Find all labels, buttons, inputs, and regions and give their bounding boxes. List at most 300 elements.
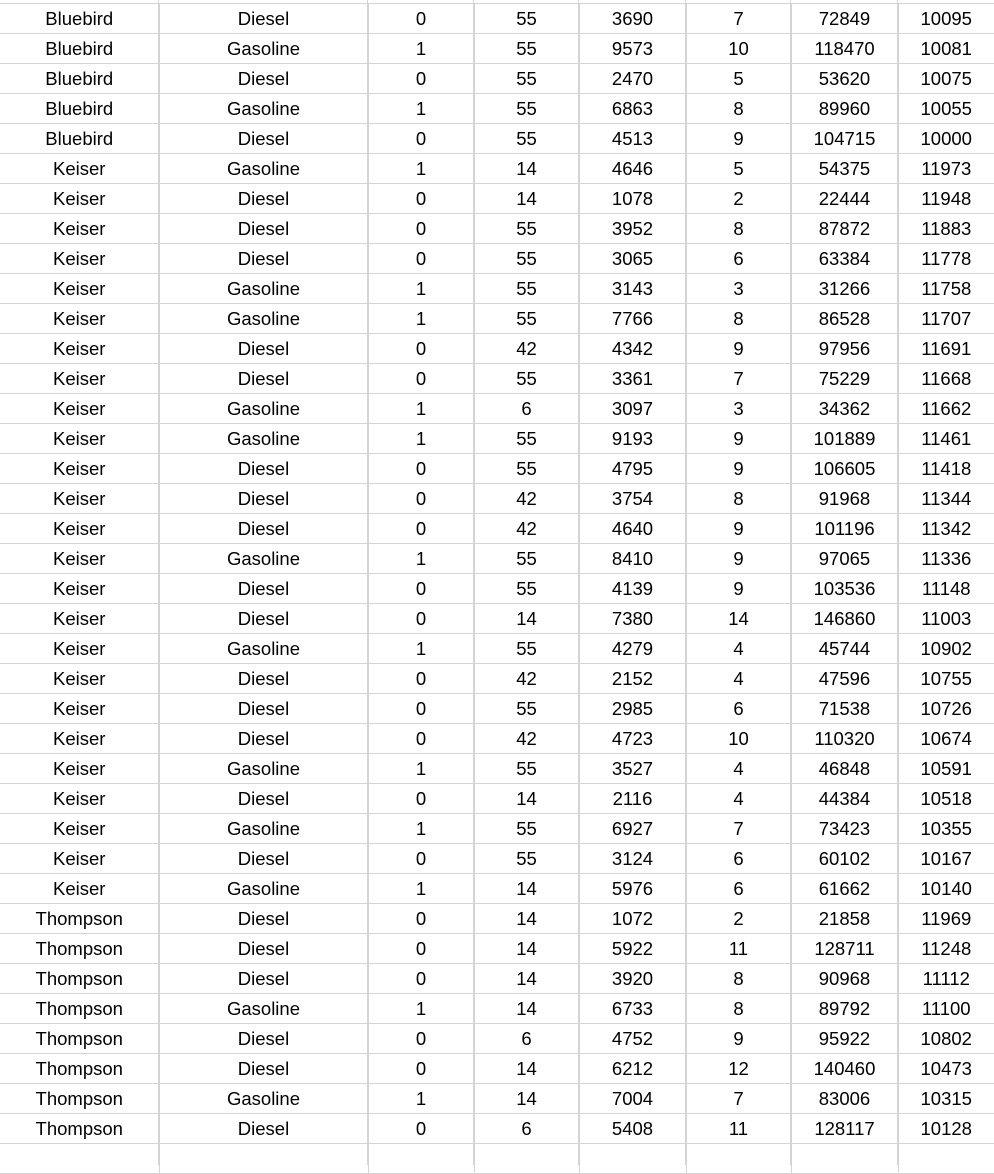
cell-value-b[interactable]: 14 <box>686 604 791 634</box>
cell-capacity[interactable]: 55 <box>474 274 579 304</box>
cell-value-b[interactable]: 2 <box>686 904 791 934</box>
cell-value-a[interactable]: 4795 <box>579 454 686 484</box>
cell-capacity[interactable]: 14 <box>474 784 579 814</box>
cell-value-d[interactable]: 11883 <box>898 214 994 244</box>
cell-value-d[interactable]: 11112 <box>898 964 994 994</box>
cell-manufacturer[interactable]: Keiser <box>0 454 159 484</box>
cell-fuel-flag[interactable]: 0 <box>368 1054 474 1084</box>
cell-fuel-flag[interactable]: 1 <box>368 274 474 304</box>
cell-fuel-flag[interactable]: 1 <box>368 754 474 784</box>
cell-value-b[interactable]: 7 <box>686 814 791 844</box>
cell-value-d[interactable]: 10902 <box>898 634 994 664</box>
cell-value-c[interactable]: 128711 <box>791 934 898 964</box>
cell-value-c[interactable]: 110320 <box>791 724 898 754</box>
cell-manufacturer[interactable]: Thompson <box>0 1024 159 1054</box>
cell-capacity[interactable]: 14 <box>474 1054 579 1084</box>
cell-manufacturer[interactable]: Keiser <box>0 694 159 724</box>
cell-manufacturer[interactable]: Keiser <box>0 814 159 844</box>
cell-fuel-flag[interactable]: 0 <box>368 454 474 484</box>
cell-value-c[interactable]: 46848 <box>791 754 898 784</box>
cell-capacity[interactable]: 42 <box>474 334 579 364</box>
cell-value-d[interactable]: 11248 <box>898 934 994 964</box>
cell-capacity[interactable]: 14 <box>474 934 579 964</box>
cell-fuel-flag[interactable]: 0 <box>368 844 474 874</box>
cell-value-c[interactable]: 101889 <box>791 424 898 454</box>
cell-fuel-type[interactable]: Diesel <box>159 694 368 724</box>
cell-capacity[interactable]: 14 <box>474 964 579 994</box>
cell-value-a[interactable]: 5976 <box>579 874 686 904</box>
cell-fuel-type[interactable]: Diesel <box>159 214 368 244</box>
cell-value-b[interactable]: 10 <box>686 724 791 754</box>
cell-fuel-type[interactable]: Gasoline <box>159 1084 368 1114</box>
cell-fuel-type[interactable]: Gasoline <box>159 544 368 574</box>
cell-fuel-type[interactable]: Gasoline <box>159 154 368 184</box>
cell-value-b[interactable] <box>686 1144 791 1174</box>
cell-manufacturer[interactable]: Thompson <box>0 1114 159 1144</box>
cell-value-d[interactable]: 11758 <box>898 274 994 304</box>
cell-fuel-flag[interactable]: 0 <box>368 484 474 514</box>
cell-fuel-type[interactable]: Gasoline <box>159 754 368 784</box>
cell-fuel-flag[interactable]: 1 <box>368 634 474 664</box>
cell-value-c[interactable]: 106605 <box>791 454 898 484</box>
cell-fuel-type[interactable]: Gasoline <box>159 994 368 1024</box>
cell-value-c[interactable]: 61662 <box>791 874 898 904</box>
cell-manufacturer[interactable]: Thompson <box>0 1084 159 1114</box>
cell-manufacturer[interactable]: Keiser <box>0 634 159 664</box>
cell-manufacturer[interactable]: Keiser <box>0 184 159 214</box>
cell-value-d[interactable]: 10075 <box>898 64 994 94</box>
cell-value-b[interactable]: 6 <box>686 844 791 874</box>
cell-value-d[interactable]: 10674 <box>898 724 994 754</box>
cell-capacity[interactable]: 6 <box>474 394 579 424</box>
cell-value-b[interactable]: 8 <box>686 994 791 1024</box>
cell-fuel-type[interactable]: Diesel <box>159 904 368 934</box>
cell-value-b[interactable]: 8 <box>686 304 791 334</box>
cell-manufacturer[interactable] <box>0 1144 159 1174</box>
cell-value-b[interactable]: 9 <box>686 334 791 364</box>
cell-fuel-type[interactable]: Diesel <box>159 724 368 754</box>
cell-manufacturer[interactable]: Keiser <box>0 544 159 574</box>
cell-capacity[interactable]: 14 <box>474 994 579 1024</box>
cell-fuel-flag[interactable]: 0 <box>368 1024 474 1054</box>
cell-fuel-flag[interactable]: 0 <box>368 574 474 604</box>
cell-value-a[interactable]: 3143 <box>579 274 686 304</box>
cell-value-a[interactable]: 3361 <box>579 364 686 394</box>
cell-capacity[interactable]: 55 <box>474 214 579 244</box>
cell-capacity[interactable]: 55 <box>474 424 579 454</box>
cell-fuel-type[interactable]: Diesel <box>159 484 368 514</box>
cell-capacity[interactable]: 42 <box>474 664 579 694</box>
cell-value-b[interactable]: 9 <box>686 424 791 454</box>
cell-capacity[interactable]: 55 <box>474 574 579 604</box>
cell-value-a[interactable]: 3690 <box>579 4 686 34</box>
cell-capacity[interactable]: 55 <box>474 844 579 874</box>
cell-value-d[interactable]: 11662 <box>898 394 994 424</box>
cell-capacity[interactable]: 14 <box>474 1084 579 1114</box>
cell-manufacturer[interactable]: Keiser <box>0 214 159 244</box>
cell-value-a[interactable]: 4723 <box>579 724 686 754</box>
cell-value-d[interactable]: 10518 <box>898 784 994 814</box>
cell-value-c[interactable]: 89960 <box>791 94 898 124</box>
cell-manufacturer[interactable]: Keiser <box>0 574 159 604</box>
cell-manufacturer[interactable]: Thompson <box>0 904 159 934</box>
cell-value-a[interactable]: 3124 <box>579 844 686 874</box>
cell-value-a[interactable]: 3065 <box>579 244 686 274</box>
cell-value-d[interactable]: 10315 <box>898 1084 994 1114</box>
cell-value-c[interactable] <box>791 1144 898 1174</box>
cell-fuel-flag[interactable]: 0 <box>368 934 474 964</box>
cell-fuel-type[interactable]: Diesel <box>159 784 368 814</box>
cell-fuel-type[interactable]: Gasoline <box>159 424 368 454</box>
cell-value-d[interactable]: 10000 <box>898 124 994 154</box>
cell-manufacturer[interactable]: Keiser <box>0 154 159 184</box>
cell-value-c[interactable]: 89792 <box>791 994 898 1024</box>
cell-value-a[interactable]: 9573 <box>579 34 686 64</box>
cell-value-d[interactable]: 11691 <box>898 334 994 364</box>
cell-manufacturer[interactable]: Keiser <box>0 754 159 784</box>
cell-value-a[interactable]: 3097 <box>579 394 686 424</box>
cell-manufacturer[interactable]: Thompson <box>0 1054 159 1084</box>
cell-value-a[interactable]: 2470 <box>579 64 686 94</box>
cell-capacity[interactable] <box>474 1144 579 1174</box>
cell-fuel-type[interactable]: Diesel <box>159 334 368 364</box>
cell-manufacturer[interactable]: Thompson <box>0 934 159 964</box>
cell-value-b[interactable]: 7 <box>686 364 791 394</box>
cell-value-c[interactable]: 53620 <box>791 64 898 94</box>
cell-value-d[interactable]: 11148 <box>898 574 994 604</box>
cell-fuel-type[interactable]: Diesel <box>159 664 368 694</box>
cell-value-b[interactable]: 4 <box>686 784 791 814</box>
cell-manufacturer[interactable]: Keiser <box>0 724 159 754</box>
cell-value-d[interactable]: 11336 <box>898 544 994 574</box>
cell-value-b[interactable]: 11 <box>686 1114 791 1144</box>
cell-value-c[interactable]: 87872 <box>791 214 898 244</box>
cell-manufacturer[interactable]: Keiser <box>0 514 159 544</box>
cell-value-c[interactable]: 73423 <box>791 814 898 844</box>
cell-value-b[interactable]: 3 <box>686 274 791 304</box>
cell-fuel-flag[interactable]: 0 <box>368 904 474 934</box>
cell-value-c[interactable]: 146860 <box>791 604 898 634</box>
cell-fuel-flag[interactable] <box>368 1144 474 1174</box>
cell-capacity[interactable]: 55 <box>474 544 579 574</box>
cell-manufacturer[interactable]: Bluebird <box>0 94 159 124</box>
cell-capacity[interactable]: 6 <box>474 1114 579 1144</box>
cell-value-a[interactable]: 2152 <box>579 664 686 694</box>
cell-fuel-flag[interactable]: 0 <box>368 964 474 994</box>
cell-capacity[interactable]: 55 <box>474 454 579 484</box>
cell-value-c[interactable]: 34362 <box>791 394 898 424</box>
cell-fuel-flag[interactable]: 1 <box>368 154 474 184</box>
cell-manufacturer[interactable]: Keiser <box>0 304 159 334</box>
cell-value-c[interactable]: 22444 <box>791 184 898 214</box>
cell-value-b[interactable]: 9 <box>686 1024 791 1054</box>
cell-manufacturer[interactable]: Keiser <box>0 664 159 694</box>
cell-fuel-flag[interactable]: 0 <box>368 694 474 724</box>
cell-value-b[interactable]: 7 <box>686 4 791 34</box>
cell-fuel-flag[interactable]: 0 <box>368 784 474 814</box>
cell-value-d[interactable]: 10128 <box>898 1114 994 1144</box>
cell-fuel-type[interactable]: Gasoline <box>159 874 368 904</box>
cell-value-a[interactable]: 6927 <box>579 814 686 844</box>
cell-value-d[interactable]: 10726 <box>898 694 994 724</box>
cell-value-d[interactable]: 11461 <box>898 424 994 454</box>
cell-value-c[interactable]: 140460 <box>791 1054 898 1084</box>
cell-manufacturer[interactable]: Thompson <box>0 994 159 1024</box>
cell-capacity[interactable]: 55 <box>474 64 579 94</box>
cell-manufacturer[interactable]: Bluebird <box>0 64 159 94</box>
cell-fuel-type[interactable]: Gasoline <box>159 814 368 844</box>
cell-value-b[interactable]: 6 <box>686 694 791 724</box>
cell-fuel-type[interactable]: Diesel <box>159 1024 368 1054</box>
cell-value-a[interactable]: 3952 <box>579 214 686 244</box>
cell-value-c[interactable]: 71538 <box>791 694 898 724</box>
cell-value-b[interactable]: 11 <box>686 934 791 964</box>
cell-value-b[interactable]: 7 <box>686 1084 791 1114</box>
cell-fuel-type[interactable]: Gasoline <box>159 94 368 124</box>
cell-value-c[interactable]: 60102 <box>791 844 898 874</box>
cell-fuel-flag[interactable]: 0 <box>368 4 474 34</box>
cell-fuel-type[interactable]: Gasoline <box>159 304 368 334</box>
cell-fuel-flag[interactable]: 1 <box>368 34 474 64</box>
cell-value-a[interactable]: 3920 <box>579 964 686 994</box>
cell-manufacturer[interactable]: Keiser <box>0 424 159 454</box>
cell-manufacturer[interactable]: Keiser <box>0 784 159 814</box>
cell-fuel-type[interactable]: Diesel <box>159 364 368 394</box>
cell-manufacturer[interactable]: Keiser <box>0 364 159 394</box>
cell-value-a[interactable]: 4342 <box>579 334 686 364</box>
cell-value-a[interactable]: 1072 <box>579 904 686 934</box>
cell-value-a[interactable]: 4139 <box>579 574 686 604</box>
cell-fuel-flag[interactable]: 0 <box>368 364 474 394</box>
cell-capacity[interactable]: 55 <box>474 364 579 394</box>
cell-capacity[interactable]: 55 <box>474 814 579 844</box>
cell-fuel-type[interactable]: Diesel <box>159 934 368 964</box>
cell-value-a[interactable]: 8410 <box>579 544 686 574</box>
cell-value-a[interactable]: 4640 <box>579 514 686 544</box>
cell-value-c[interactable]: 44384 <box>791 784 898 814</box>
cell-value-d[interactable] <box>898 1144 994 1174</box>
cell-value-a[interactable]: 4513 <box>579 124 686 154</box>
cell-value-c[interactable]: 86528 <box>791 304 898 334</box>
cell-fuel-type[interactable]: Diesel <box>159 604 368 634</box>
cell-value-a[interactable]: 2985 <box>579 694 686 724</box>
cell-fuel-type[interactable]: Gasoline <box>159 274 368 304</box>
cell-value-b[interactable]: 10 <box>686 34 791 64</box>
cell-value-a[interactable]: 3754 <box>579 484 686 514</box>
cell-value-c[interactable]: 54375 <box>791 154 898 184</box>
cell-value-c[interactable]: 21858 <box>791 904 898 934</box>
cell-fuel-flag[interactable]: 1 <box>368 814 474 844</box>
cell-value-c[interactable]: 45744 <box>791 634 898 664</box>
cell-capacity[interactable]: 55 <box>474 304 579 334</box>
cell-fuel-flag[interactable]: 0 <box>368 664 474 694</box>
cell-manufacturer[interactable]: Keiser <box>0 844 159 874</box>
cell-capacity[interactable]: 14 <box>474 874 579 904</box>
cell-value-c[interactable]: 90968 <box>791 964 898 994</box>
cell-capacity[interactable]: 55 <box>474 94 579 124</box>
cell-value-c[interactable]: 72849 <box>791 4 898 34</box>
cell-capacity[interactable]: 14 <box>474 604 579 634</box>
cell-fuel-type[interactable]: Diesel <box>159 964 368 994</box>
cell-value-a[interactable]: 6863 <box>579 94 686 124</box>
cell-value-a[interactable]: 1078 <box>579 184 686 214</box>
cell-value-b[interactable]: 5 <box>686 154 791 184</box>
cell-fuel-type[interactable]: Diesel <box>159 4 368 34</box>
cell-value-a[interactable]: 4279 <box>579 634 686 664</box>
cell-value-c[interactable]: 128117 <box>791 1114 898 1144</box>
cell-capacity[interactable]: 55 <box>474 244 579 274</box>
cell-value-c[interactable]: 63384 <box>791 244 898 274</box>
cell-value-d[interactable]: 10095 <box>898 4 994 34</box>
cell-fuel-type[interactable] <box>159 1144 368 1174</box>
cell-value-d[interactable]: 10355 <box>898 814 994 844</box>
cell-value-a[interactable]: 7380 <box>579 604 686 634</box>
cell-capacity[interactable]: 6 <box>474 1024 579 1054</box>
cell-fuel-type[interactable]: Diesel <box>159 244 368 274</box>
cell-fuel-type[interactable]: Gasoline <box>159 634 368 664</box>
cell-value-b[interactable]: 6 <box>686 244 791 274</box>
cell-value-a[interactable]: 6733 <box>579 994 686 1024</box>
cell-value-a[interactable]: 4646 <box>579 154 686 184</box>
cell-fuel-flag[interactable]: 0 <box>368 514 474 544</box>
cell-fuel-type[interactable]: Diesel <box>159 124 368 154</box>
cell-value-d[interactable]: 10802 <box>898 1024 994 1054</box>
cell-value-c[interactable]: 75229 <box>791 364 898 394</box>
cell-fuel-flag[interactable]: 0 <box>368 184 474 214</box>
cell-fuel-type[interactable]: Diesel <box>159 574 368 604</box>
cell-value-c[interactable]: 95922 <box>791 1024 898 1054</box>
cell-value-b[interactable]: 2 <box>686 184 791 214</box>
cell-value-c[interactable]: 83006 <box>791 1084 898 1114</box>
cell-value-d[interactable]: 11344 <box>898 484 994 514</box>
cell-value-c[interactable]: 47596 <box>791 664 898 694</box>
cell-fuel-flag[interactable]: 0 <box>368 214 474 244</box>
cell-value-a[interactable]: 2116 <box>579 784 686 814</box>
cell-manufacturer[interactable]: Bluebird <box>0 124 159 154</box>
cell-manufacturer[interactable]: Keiser <box>0 874 159 904</box>
cell-capacity[interactable]: 55 <box>474 124 579 154</box>
cell-value-d[interactable]: 11342 <box>898 514 994 544</box>
cell-manufacturer[interactable]: Thompson <box>0 964 159 994</box>
cell-value-d[interactable]: 11100 <box>898 994 994 1024</box>
cell-fuel-type[interactable]: Gasoline <box>159 394 368 424</box>
cell-fuel-type[interactable]: Gasoline <box>159 34 368 64</box>
cell-value-d[interactable]: 11948 <box>898 184 994 214</box>
cell-manufacturer[interactable]: Keiser <box>0 334 159 364</box>
cell-value-a[interactable]: 5408 <box>579 1114 686 1144</box>
cell-fuel-flag[interactable]: 1 <box>368 424 474 454</box>
cell-fuel-flag[interactable]: 1 <box>368 394 474 424</box>
cell-fuel-type[interactable]: Diesel <box>159 514 368 544</box>
cell-manufacturer[interactable]: Keiser <box>0 484 159 514</box>
cell-value-b[interactable]: 9 <box>686 514 791 544</box>
cell-capacity[interactable]: 42 <box>474 484 579 514</box>
cell-value-b[interactable]: 5 <box>686 64 791 94</box>
cell-fuel-flag[interactable]: 0 <box>368 724 474 754</box>
cell-fuel-flag[interactable]: 0 <box>368 604 474 634</box>
cell-value-b[interactable]: 8 <box>686 214 791 244</box>
cell-value-d[interactable]: 10140 <box>898 874 994 904</box>
cell-value-b[interactable]: 4 <box>686 634 791 664</box>
cell-capacity[interactable]: 55 <box>474 634 579 664</box>
cell-value-d[interactable]: 10591 <box>898 754 994 784</box>
cell-value-d[interactable]: 11003 <box>898 604 994 634</box>
cell-fuel-type[interactable]: Diesel <box>159 1114 368 1144</box>
cell-value-a[interactable]: 7004 <box>579 1084 686 1114</box>
cell-value-d[interactable]: 10473 <box>898 1054 994 1084</box>
cell-value-c[interactable]: 91968 <box>791 484 898 514</box>
cell-value-a[interactable]: 3527 <box>579 754 686 784</box>
cell-value-d[interactable]: 11668 <box>898 364 994 394</box>
cell-fuel-type[interactable]: Diesel <box>159 184 368 214</box>
cell-manufacturer[interactable]: Keiser <box>0 604 159 634</box>
cell-value-c[interactable]: 31266 <box>791 274 898 304</box>
cell-fuel-flag[interactable]: 0 <box>368 1114 474 1144</box>
cell-value-a[interactable]: 9193 <box>579 424 686 454</box>
cell-fuel-type[interactable]: Diesel <box>159 844 368 874</box>
cell-value-d[interactable]: 10167 <box>898 844 994 874</box>
cell-value-d[interactable]: 11707 <box>898 304 994 334</box>
cell-capacity[interactable]: 55 <box>474 34 579 64</box>
cell-value-a[interactable]: 6212 <box>579 1054 686 1084</box>
cell-value-b[interactable]: 9 <box>686 124 791 154</box>
cell-value-b[interactable]: 8 <box>686 94 791 124</box>
cell-value-b[interactable]: 9 <box>686 454 791 484</box>
cell-value-c[interactable]: 97956 <box>791 334 898 364</box>
cell-value-b[interactable]: 4 <box>686 664 791 694</box>
cell-fuel-flag[interactable]: 1 <box>368 994 474 1024</box>
cell-capacity[interactable]: 14 <box>474 154 579 184</box>
cell-value-b[interactable]: 9 <box>686 544 791 574</box>
cell-value-d[interactable]: 11418 <box>898 454 994 484</box>
cell-manufacturer[interactable]: Keiser <box>0 274 159 304</box>
cell-value-b[interactable]: 6 <box>686 874 791 904</box>
cell-manufacturer[interactable]: Bluebird <box>0 4 159 34</box>
cell-value-d[interactable]: 11969 <box>898 904 994 934</box>
cell-value-c[interactable]: 101196 <box>791 514 898 544</box>
cell-manufacturer[interactable]: Bluebird <box>0 34 159 64</box>
cell-value-d[interactable]: 11973 <box>898 154 994 184</box>
cell-value-d[interactable]: 11778 <box>898 244 994 274</box>
cell-value-b[interactable]: 4 <box>686 754 791 784</box>
cell-fuel-flag[interactable]: 1 <box>368 544 474 574</box>
cell-value-b[interactable]: 3 <box>686 394 791 424</box>
cell-value-a[interactable] <box>579 1144 686 1174</box>
cell-fuel-flag[interactable]: 0 <box>368 64 474 94</box>
cell-capacity[interactable]: 55 <box>474 4 579 34</box>
cell-fuel-flag[interactable]: 1 <box>368 1084 474 1114</box>
cell-capacity[interactable]: 42 <box>474 514 579 544</box>
cell-fuel-type[interactable]: Diesel <box>159 64 368 94</box>
cell-fuel-flag[interactable]: 0 <box>368 334 474 364</box>
cell-value-b[interactable]: 8 <box>686 484 791 514</box>
cell-fuel-flag[interactable]: 1 <box>368 304 474 334</box>
cell-capacity[interactable]: 55 <box>474 694 579 724</box>
cell-value-d[interactable]: 10055 <box>898 94 994 124</box>
cell-fuel-flag[interactable]: 0 <box>368 124 474 154</box>
cell-capacity[interactable]: 14 <box>474 904 579 934</box>
cell-manufacturer[interactable]: Keiser <box>0 394 159 424</box>
cell-fuel-type[interactable]: Diesel <box>159 1054 368 1084</box>
cell-fuel-flag[interactable]: 1 <box>368 874 474 904</box>
cell-value-b[interactable]: 12 <box>686 1054 791 1084</box>
cell-value-a[interactable]: 5922 <box>579 934 686 964</box>
cell-value-c[interactable]: 103536 <box>791 574 898 604</box>
cell-capacity[interactable]: 14 <box>474 184 579 214</box>
cell-value-d[interactable]: 10755 <box>898 664 994 694</box>
cell-manufacturer[interactable]: Keiser <box>0 244 159 274</box>
cell-value-c[interactable]: 118470 <box>791 34 898 64</box>
